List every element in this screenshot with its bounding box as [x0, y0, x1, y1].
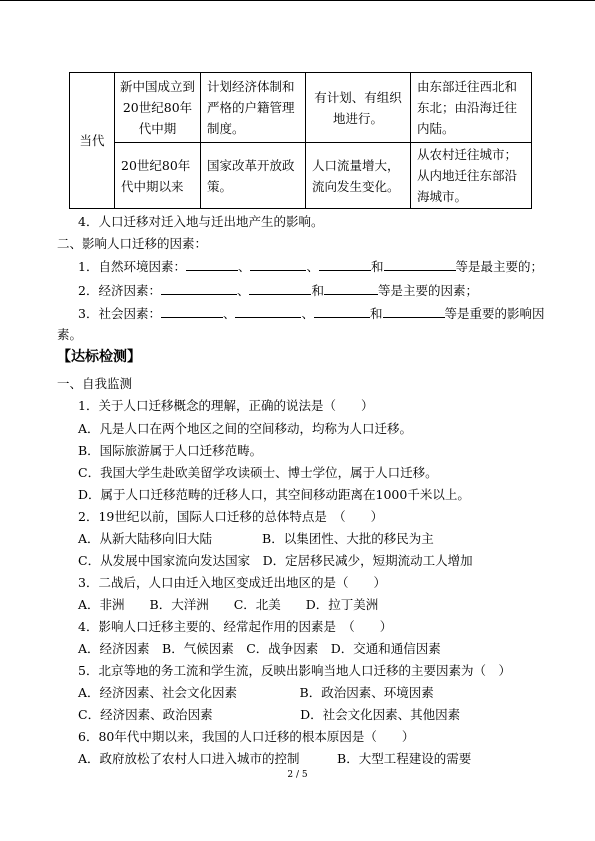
feature-cell: 人口流量增大，流向发生变化。: [306, 143, 411, 209]
blank[interactable]: [235, 305, 301, 318]
table-row: [70, 73, 532, 143]
period-cell: 新中国成立到20世纪80年代中期: [115, 73, 201, 143]
factor-3-cont: 素。: [57, 327, 83, 342]
question-6: 6．80年代中期以来，我国的人口迁移的根本原因是（ ）: [78, 729, 415, 744]
self-check-title: 一、自我监测: [57, 376, 133, 391]
option-5cd: C．经济因素、政治因素 D．社会文化因素、其他因素: [78, 707, 461, 722]
option-1c: C．我国大学生赴欧美留学攻读硕士、博士学位，属于人口迁移。: [78, 465, 438, 480]
blank[interactable]: [319, 258, 371, 271]
cause-cell: 国家改革开放政策。: [201, 143, 306, 209]
direction-cell: 从农村迁往城市；从内地迁往东部沿海城市。: [411, 143, 532, 209]
blank[interactable]: [186, 258, 238, 271]
option-1a: A．凡是人口在两个地区之间的空间移动，均称为人口迁移。: [78, 421, 413, 436]
option-2ab: A．从新大陆移向旧大陆 B．以集团性、大批的移民为主: [78, 531, 434, 546]
blank[interactable]: [384, 258, 456, 271]
option-3: A．非洲 B．大洋洲 C．北美 D．拉丁美洲: [78, 597, 379, 612]
question-1: 1．关于人口迁移概念的理解，正确的说法是（ ）: [78, 398, 374, 413]
factor-3-line: 3．社会因素： 、 、 和 等是重要的影响因: [78, 306, 545, 321]
option-6ab: A．政府放松了农村人口进入城市的控制 B．大型工程建设的需要: [78, 751, 472, 766]
option-4: A．经济因素 B．气候因素 C．战争因素 D．交通和通信因素: [78, 641, 441, 656]
blank[interactable]: [250, 258, 306, 271]
factor-2-line: 2．经济因素： 、 和 等是主要的因素；: [78, 283, 479, 298]
factor-1-line: 1．自然环境因素： 、 、 和 等是最主要的；: [78, 259, 544, 274]
blank[interactable]: [314, 305, 370, 318]
section-heading: 【达标检测】: [57, 349, 141, 365]
question-3: 3．二战后，人口由迁入地区变成迁出地区的是（ ）: [78, 575, 386, 590]
blank[interactable]: [383, 305, 445, 318]
blank[interactable]: [161, 282, 237, 295]
migration-table: [69, 72, 532, 209]
feature-cell: 有计划、有组织地进行。: [306, 73, 411, 143]
cause-cell: 计划经济体制和严格的户籍管理制度。: [201, 73, 306, 143]
option-5ab: A．经济因素、社会文化因素 B．政治因素、环境因素: [78, 685, 434, 700]
blank[interactable]: [161, 305, 223, 318]
option-2cd: C．从发展中国家流向发达国家 D．定居移民减少，短期流动工人增加: [78, 553, 473, 568]
question-4: 4．影响人口迁移主要的、经常起作用的因素是 （ ）: [78, 619, 393, 634]
item-4: 4．人口迁移对迁入地与迁出地产生的影响。: [78, 214, 324, 229]
blank[interactable]: [249, 282, 311, 295]
option-1b: B．国际旅游属于人口迁移范畴。: [78, 443, 263, 458]
section-2-title: 二、影响人口迁移的因素：: [57, 236, 208, 251]
question-5: 5．北京等地的务工流和学生流，反映出影响当地人口迁移的主要因素为（ ）: [78, 663, 511, 678]
question-2: 2．19世纪以前，国际人口迁移的总体特点是 （ ）: [78, 509, 384, 524]
top-rule: [0, 0, 595, 1]
period-cell: 20世纪80年代中期以来: [115, 143, 201, 209]
table-row: [70, 143, 532, 209]
era-cell: 当代: [70, 73, 115, 209]
blank[interactable]: [324, 282, 378, 295]
option-1d: D．属于人口迁移范畴的迁移人口，其空间移动距离在1000千米以上。: [78, 487, 470, 502]
direction-cell: 由东部迁往西北和东北；由沿海迁往内陆。: [411, 73, 532, 143]
page-number: 2 / 5: [287, 770, 308, 780]
